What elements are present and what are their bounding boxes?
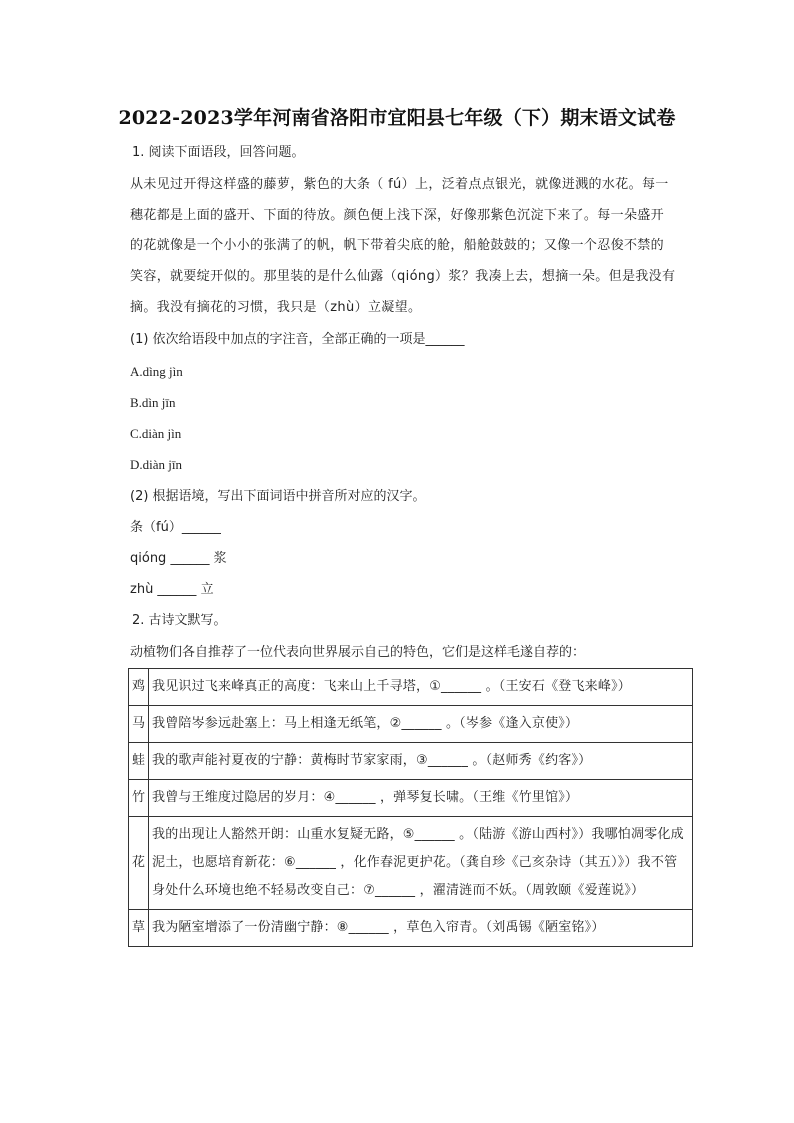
row-text: 我见识过飞来峰真正的高度：飞来山上千寻塔，①______ 。（王安石《登飞来峰》） — [149, 669, 693, 706]
table-row — [129, 706, 693, 743]
row-text: 我曾陪岑参远赴塞上：马上相逢无纸笔，②______ 。（岑参《逢入京使》） — [149, 706, 693, 743]
row-subject: 草 — [129, 910, 149, 947]
row-subject: 花 — [129, 817, 149, 910]
row-text: 我的歌声能衬夏夜的宁静：黄梅时节家家雨，③______ 。（赵师秀《约客》） — [149, 743, 693, 780]
passage-line: 穗花都是上面的盛开、下面的待放。颜色便上浅下深，好像那紫色沉淀下来了。每一朵盛开 — [130, 208, 665, 223]
passage-line: 笑容，就要绽开似的。那里装的是什么仙露（qióng）浆？我凑上去，想摘一朵。但是我没有 — [130, 269, 676, 284]
question-2-heading: 2. 古诗文默写。 — [132, 613, 227, 628]
row-text: 我为陋室增添了一份清幽宁静：⑧______ ，草色入帘青。（刘禹锡《陋室铭》） — [149, 910, 693, 947]
passage-line: 的花就像是一个小小的张满了的帆，帆下带着尖底的舱，船舱鼓鼓的；又像一个忍俊不禁的 — [130, 238, 665, 253]
row-text: 我的出现让人豁然开朗：山重水复疑无路，⑤______ 。（陆游《游山西村》）我哪怕凋零化成泥土，也愿培育新花：⑥______ ，化作春泥更护花。（龚自珍《己亥杂诗（其五）》）我不管身处什么环境也绝不轻易改变自己：⑦______ ，濯清涟而不妖。（周敦颐《爱莲说》） — [149, 817, 693, 910]
sub-question-1: (1) 依次给语段中加点的字注音，全部正确的一项是______ — [130, 332, 465, 347]
row-subject: 蛙 — [129, 743, 149, 780]
page-title: 2022-2023学年河南省洛阳市宜阳县七年级（下）期末语文试卷 — [118, 107, 676, 129]
table-row — [129, 910, 693, 947]
option-a: A.dìng jìn — [130, 364, 183, 379]
table-row — [129, 780, 693, 817]
fill-blank-qiong: qióng ______ 浆 — [130, 551, 227, 566]
poem-recitation-table — [128, 668, 693, 947]
row-subject: 竹 — [129, 780, 149, 817]
table-row — [129, 743, 693, 780]
fill-blank-fu: 条（fú）______ — [130, 520, 221, 535]
passage-line: 从未见过开得这样盛的藤萝，紫色的大条（ fú）上，泛着点点银光，就像迸溅的水花。每一 — [130, 177, 669, 192]
row-text: 我曾与王维度过隐居的岁月：④______ ，弹琴复长啸。（王维《竹里馆》） — [149, 780, 693, 817]
question-1-heading: 1. 阅读下面语段，回答问题。 — [132, 145, 305, 160]
table-row — [129, 669, 693, 706]
question-2-intro: 动植物们各自推荐了一位代表向世界展示自己的特色，它们是这样毛遂自荐的： — [130, 645, 586, 660]
table-row — [129, 817, 693, 910]
row-subject: 鸡 — [129, 669, 149, 706]
option-b: B.dìn jīn — [130, 395, 176, 410]
passage-line: 摘。我没有摘花的习惯，我只是（zhù）立凝望。 — [130, 300, 422, 315]
fill-blank-zhu: zhù ______ 立 — [130, 582, 214, 597]
option-d: D.diàn jīn — [130, 457, 182, 472]
sub-question-2: (2) 根据语境，写出下面词语中拼音所对应的汉字。 — [130, 489, 426, 504]
row-subject: 马 — [129, 706, 149, 743]
option-c: C.diàn jìn — [130, 426, 182, 441]
